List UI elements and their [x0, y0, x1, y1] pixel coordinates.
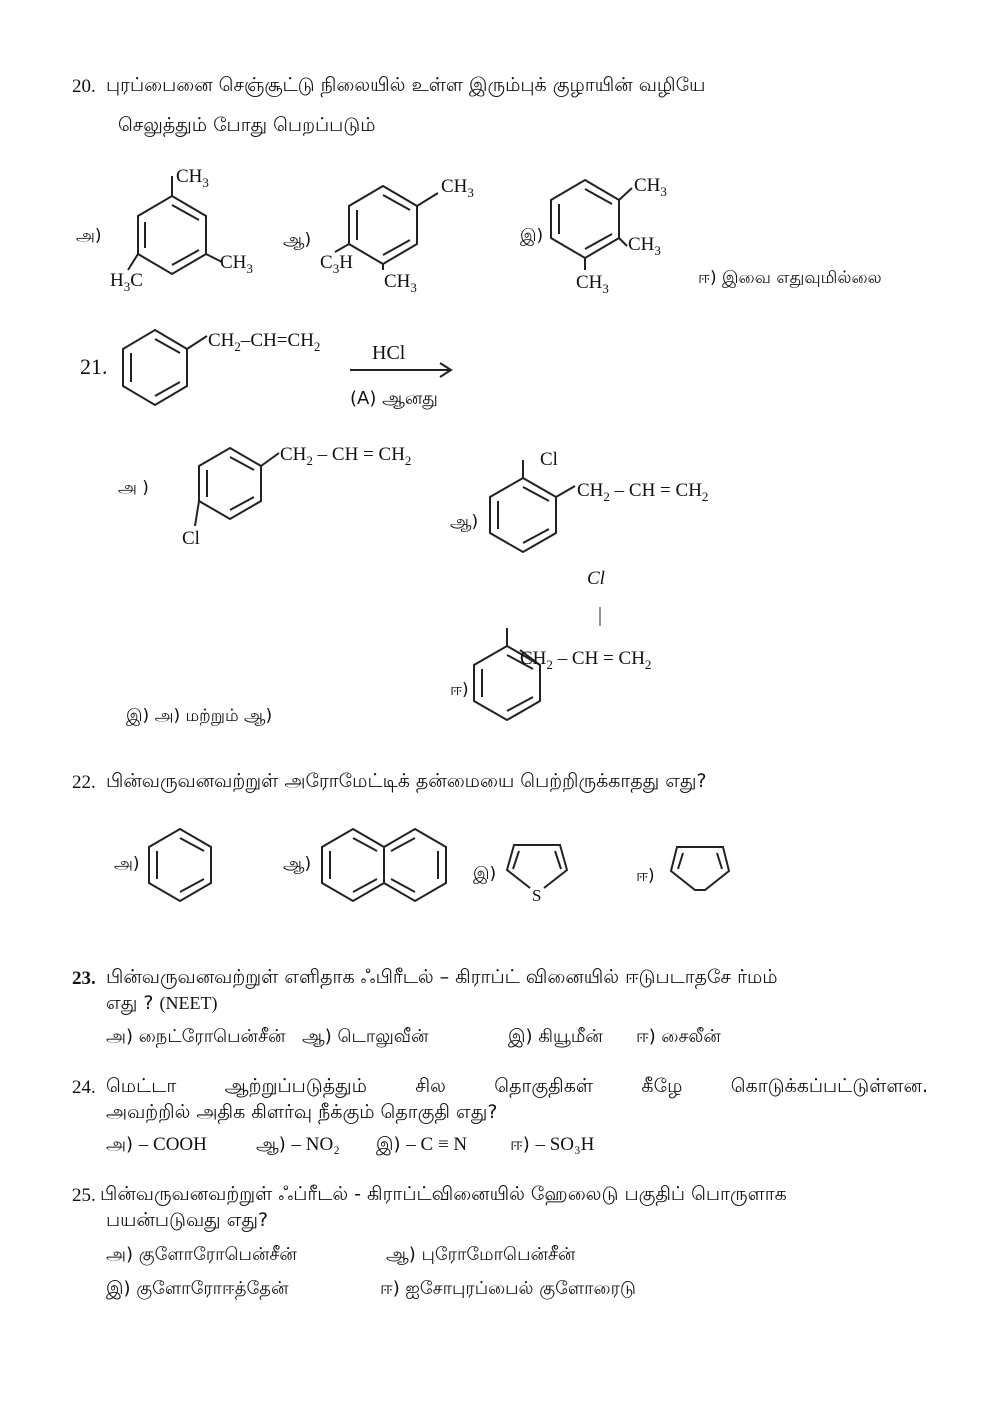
q21-product-label: (A) ஆனது — [350, 388, 438, 409]
q22-thiophene-structure — [507, 845, 567, 905]
q20-option-b-label[interactable]: ஆ) — [283, 230, 312, 250]
q20-option-c-label[interactable]: இ) — [520, 226, 544, 246]
q24-option-b-label: ஆ) — [256, 1134, 286, 1155]
q21-option-b-label[interactable]: ஆ) — [450, 512, 479, 532]
q21-option-c[interactable]: இ) அ) மற்றும் ஆ) — [126, 706, 273, 726]
q23-neet-tag: (NEET) — [159, 993, 218, 1013]
q25-text-line1: பின்வருவனவற்றுள் ஃப்ரீடல் - கிராப்ட்வினையில் ஹேலைடு பகுதிப் பொருளாக — [100, 1183, 787, 1205]
q23-option-a[interactable]: அ) நைட்ரோபென்சீன் — [106, 1026, 286, 1047]
svg-text:H3C: $H_3C$ — [110, 270, 143, 294]
q23-line2-text: எது ? — [106, 992, 154, 1014]
q25-option-d[interactable]: ஈ) ஐசோபுரப்பைல் குளோரைடு — [380, 1278, 636, 1299]
q24-option-a-label: அ) — [106, 1134, 134, 1155]
q23-text-line2 — [106, 992, 217, 1017]
q24-option-c-value: – C ≡ N — [406, 1134, 468, 1155]
q21-option-a-label[interactable]: அ ) — [118, 478, 149, 498]
q22-text: பின்வருவனவற்றுள் அரோமேட்டிக் தன்மையை பெற்றிருக்காதது எது? — [106, 770, 707, 792]
q22-naphthalene-structure — [322, 829, 446, 901]
q24-option-d[interactable] — [510, 1134, 594, 1157]
q24-option-c-label: இ) — [376, 1134, 401, 1155]
q24-option-a-value: – COOH — [138, 1134, 207, 1155]
q24-text-line1: மெட்டா ஆற்றுப்படுத்தும் சில தொகுதிகள் கீழே கொடுக்கப்பட்டுள்ளன. — [106, 1075, 928, 1097]
q21-option-d-label[interactable]: ஈ) — [450, 680, 469, 700]
svg-text:CH3: $CH_3$ — [576, 272, 609, 296]
svg-text:S: S — [532, 886, 542, 905]
q24-text-line2: அவற்றில் அதிக கிளர்வு நீக்கும் தொகுதி எது? — [106, 1101, 498, 1123]
q20-text-line2: செலுத்தும் போது பெறப்படும் — [118, 114, 376, 136]
svg-text:CH2 – CH = CH2: $CH_2$ – CH = $CH_2$ — [577, 480, 709, 504]
svg-text:CH3: $CH_3$ — [441, 176, 474, 200]
q20-option-a-label[interactable]: அ) — [76, 226, 102, 246]
q24-number: 24. — [72, 1077, 96, 1098]
svg-text:CH3: $CH_3$ — [176, 166, 209, 190]
q22-cyclopentadiene-structure — [671, 847, 729, 890]
q24-option-a[interactable] — [106, 1134, 207, 1157]
q21-number: 21. — [80, 354, 108, 379]
q23-text-line1: பின்வருவனவற்றுள் எளிதாக ஃபிரீடல் – கிராப்ட் வினையில் ஈடுபடாதசே ர்மம் — [106, 966, 778, 988]
svg-text:CH2–CH=CH2: $CH_2-CH=CH_2$ — [208, 330, 321, 354]
svg-text:CH3: $CH_3$ — [634, 175, 667, 199]
svg-text:Cl: Cl — [587, 568, 605, 589]
q20-text-line1: புரப்பைனை செஞ்சூட்டு நிலையில் உள்ள இரும்புக் குழாயின் வழியே — [106, 74, 706, 96]
q23-option-d[interactable]: ஈ) சைலீன் — [636, 1026, 721, 1047]
q20-option-d[interactable]: ஈ) இவை எதுவுமில்லை — [698, 268, 882, 288]
svg-text:CH3: $CH_3$ — [628, 234, 661, 258]
q22-option-d-label[interactable]: ஈ) — [636, 866, 655, 886]
q23-option-b[interactable]: ஆ) டொலுவீன் — [302, 1026, 429, 1047]
svg-text:CH2 – CH = CH2: $CH_2$ – CH = $CH_2$ — [520, 648, 652, 672]
q24-option-c[interactable] — [376, 1134, 467, 1157]
q22-benzene-structure — [149, 829, 211, 901]
q23-number: 23. — [72, 968, 96, 989]
svg-text:Cl: Cl — [540, 449, 558, 470]
q20-number: 20. — [72, 76, 96, 97]
q25-number: 25. — [72, 1185, 96, 1206]
q24-option-b-value: – NO₂ — [291, 1134, 340, 1155]
svg-text:CH3: $CH_3$ — [220, 252, 253, 276]
svg-text:CH3: $CH_3$ — [384, 271, 417, 295]
q25-option-b[interactable]: ஆ) புரோமோபென்சீன் — [386, 1244, 576, 1265]
q25-option-c[interactable]: இ) குளோரோஈத்தேன் — [106, 1278, 289, 1299]
q25-option-a[interactable]: அ) குளோரோபென்சீன் — [106, 1244, 297, 1265]
q22-option-b-label[interactable]: ஆ) — [283, 854, 312, 874]
q22-option-a-label[interactable]: அ) — [114, 854, 140, 874]
q23-option-c[interactable]: இ) கியூமீன் — [508, 1026, 603, 1047]
q21-reagent: HCl — [372, 342, 406, 364]
q24-option-d-value: – SO₃H — [535, 1134, 595, 1155]
svg-text:C3H: $C_3H$ — [320, 252, 353, 276]
svg-text:CH2 – CH = CH2: $CH_2$ – CH = $CH_2$ — [280, 444, 412, 468]
svg-text:Cl: Cl — [182, 528, 200, 549]
q25-text-line2: பயன்படுவது எது? — [106, 1209, 269, 1231]
q24-option-d-label: ஈ) — [510, 1134, 530, 1155]
q22-option-c-label[interactable]: இ) — [473, 864, 497, 884]
q22-number: 22. — [72, 772, 96, 793]
q24-option-b[interactable] — [256, 1134, 340, 1157]
